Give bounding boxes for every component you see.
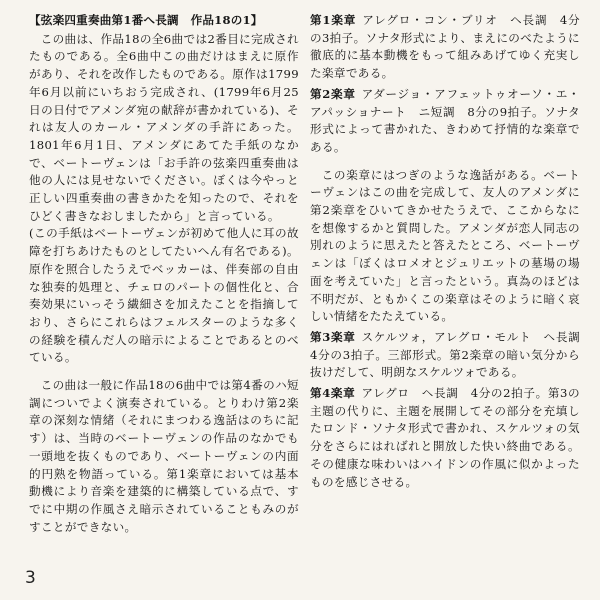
section-title: 【弦楽四重奏曲第1番へ長調 作品18の1】 xyxy=(29,13,263,27)
paragraph-letter-note: (この手紙はベートーヴェンが初めて他人に耳の故障を打ちあけたものとしてたいへん有名である)。原作を照合したうえでベッカーは、伴奏部の自由な独奏的処理と、チェロのパートの個性化と、合奏効果にいっそう繊細さを加えたことを指摘しており、さらにこれらはフェルスターのような多くの経験を積んだ人の暗示によることであるとのべている。 xyxy=(29,226,299,365)
movement-2-heading: 第2楽章 xyxy=(310,86,356,101)
movement-4-text: アレグロ ヘ長調 4分の2拍子。第3の主題の代りに、主題を展開してその部分を充填したロンド・ソナタ形式で書かれ、スケルツォの気分をさらにはればれと開放した快い終曲である。その健康な味わいはハイドンの作風に似かよったものを感じさせる。 xyxy=(310,386,580,489)
left-column xyxy=(29,12,299,536)
paragraph-performance: この曲は一般に作品18の6曲中では第4番のハ短調についでよく演奏されている。とりわけ第2楽章の深刻な情緒（それにまつわる逸話はのちに記す）は、当時のベートーヴェンの作品のなかでも一頭地を抜くものであり、ベートーヴェンの内面的円熟を物語っている。第1楽章においては基本動機により音楽を建築的に構築している点で、すでに中期の作風さえ暗示されていることもみのがすことができない。 xyxy=(29,378,299,534)
movement-3-heading: 第3楽章 xyxy=(310,329,356,344)
movement-1 xyxy=(310,12,580,83)
movement-3-text: スケルツォ，アレグロ・モルト ヘ長調 4分の3拍子。三部形式。第2楽章の暗い気分から抜けだして、明朗なスケルツォである。 xyxy=(310,329,592,380)
movement-3 xyxy=(310,329,592,382)
page-number: 3 xyxy=(25,568,36,588)
movement-2 xyxy=(310,86,580,157)
right-column xyxy=(310,12,592,491)
movement-1-heading: 第1楽章 xyxy=(310,13,357,27)
paragraph-origin: この曲は、作品18の全6曲では2番目に完成されたものである。全6曲中この曲だけはまえに原作があり、それを改作したものである。原作は1799年6月以前にいちおう完成され、(1799年6月25日の日付でアメンダ宛の献辞が書かれている)、それは友人のカール・アメンダの手許にあった。1801年6月1日、アメンダにあてた手紙のなかで、ベートーヴェンは「お手許の弦楽四重奏曲は他の人には見せないでください。ぼくは今やっと正しい四重奏曲の書きかたを知ったので、それをひどく書きなおしましたから」と言っている。 xyxy=(29,31,299,223)
movement-1-text: アレグロ・コン・ブリオ ヘ長調 4分の3拍子。ソナタ形式により、まえにのべたように徹底的に基本動機をもって組みあげてゆく充実した楽章である。 xyxy=(310,13,580,81)
paragraph-anecdote: この楽章にはつぎのような逸話がある。ベートーヴェンはこの曲を完成して、友人のアメンダに第2楽章をひいてきかせたうえで、ここからなにを想像するかと質問した。アメンダが恋人同志の別れのように思えたと答えたところ、ベートーヴェンは「ぼくはロメオとジュリエットの墓場の場面を考えていた」と言ったという。真為のほどは不明だが、ともかくこの楽章はそのように暗く哀しい情緒をたたえている。 xyxy=(310,167,580,324)
movement-4 xyxy=(310,385,580,491)
movement-2-text: アダージョ・アフェットゥオーソ・エ・アパッショナート ニ短調 8分の9拍子。ソナタ形式によって書かれた、きわめて抒情的な楽章である。 xyxy=(310,86,580,154)
movement-4-heading: 第4楽章 xyxy=(310,386,356,401)
